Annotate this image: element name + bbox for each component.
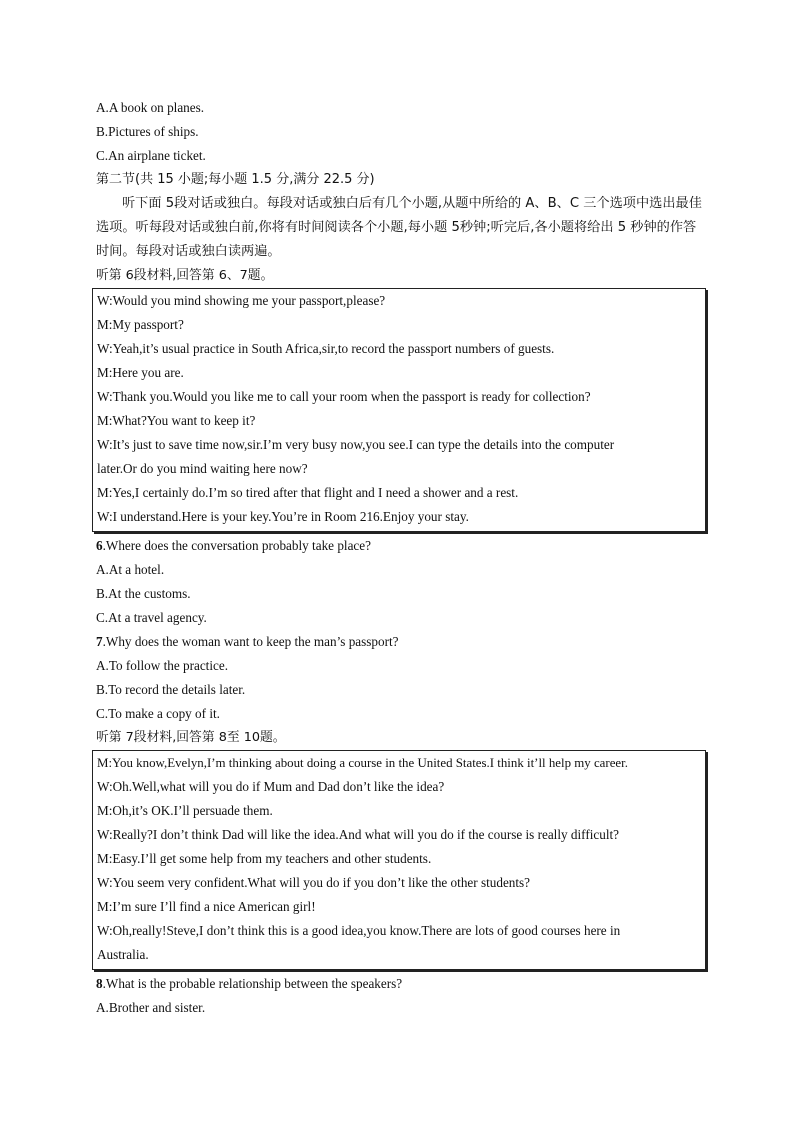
dialogue-line: W:It’s just to save time now,sir.I’m very busy now,you see.I can type the details into the computer (97, 437, 615, 452)
dialogue-line: M:Oh,it’s OK.I’ll persuade them. (97, 803, 273, 818)
dialogue-line: M:Yes,I certainly do.I’m so tired after that flight and I need a shower and a rest. (97, 485, 519, 500)
dialogue-line: M:What?You want to keep it? (97, 413, 256, 428)
section-title: 第二节(共 15 小题;每小题 1.5 分,满分 22.5 分) (96, 172, 375, 187)
dialogue-line: M:You know,Evelyn,I’m thinking about doing a course in the United States.I think it’ll help my career. (97, 756, 628, 770)
question-text: .Where does the conversation probably take place? (102, 538, 371, 553)
dialogue-line: later.Or do you mind waiting here now? (97, 461, 308, 476)
option-a: A.A book on planes. (96, 100, 205, 115)
q6-option-b: B.At the customs. (96, 586, 191, 601)
dialogue-line: M:Here you are. (97, 365, 184, 380)
question-number: 8 (96, 976, 103, 991)
dialogue-line: M:I’m sure I’ll find a nice American girl! (97, 899, 316, 914)
question-number: 7 (96, 634, 103, 649)
dialogue-line: W:I understand.Here is your key.You’re in Room 216.Enjoy your stay. (97, 509, 469, 524)
question-7 (96, 630, 708, 654)
question-text: .Why does the woman want to keep the man’s passport? (102, 634, 399, 649)
material-6-heading: 听第 6段材料,回答第 6、7题。 (96, 268, 274, 283)
document-page (96, 96, 708, 1020)
dialogue-line: M:My passport? (97, 317, 184, 332)
material-7-heading: 听第 7段材料,回答第 8至 10题。 (96, 730, 286, 745)
dialogue-line: W:Thank you.Would you like me to call your room when the passport is ready for collection? (97, 389, 591, 404)
dialogue-line: W:Really?I don’t think Dad will like the idea.And what will you do if the course is really difficult? (97, 827, 619, 842)
question-6 (96, 534, 708, 558)
dialogue-line: W:Yeah,it’s usual practice in South Africa,sir,to record the passport numbers of guests. (97, 341, 555, 356)
q8-option-a: A.Brother and sister. (96, 1000, 206, 1015)
option-c: C.An airplane ticket. (96, 148, 206, 163)
dialogue-line: M:Easy.I’ll get some help from my teachers and other students. (97, 851, 432, 866)
dialogue-line: Australia. (97, 947, 149, 962)
question-number: 6 (96, 538, 103, 553)
q7-option-a: A.To follow the practice. (96, 658, 229, 673)
dialogue-line: W:Would you mind showing me your passport,please? (97, 293, 386, 308)
dialogue-line: W:Oh,really!Steve,I don’t think this is a good idea,you know.There are lots of good courses here in (97, 923, 621, 938)
section-instructions: 听下面 5段对话或独白。每段对话或独白后有几个小题,从题中所给的 A、B、C 三个选项中选出最佳选项。听每段对话或独白前,你将有时间阅读各个小题,每小题 5秒钟;听完后,各小题将给出 5 秒钟的作答时间。每段对话或独白读两遍。 (96, 196, 702, 259)
q6-option-a: A.At a hotel. (96, 562, 165, 577)
dialogue-line: W:Oh.Well,what will you do if Mum and Dad don’t like the idea? (97, 779, 445, 794)
dialogue-line: W:You seem very confident.What will you do if you don’t like the other students? (97, 875, 531, 890)
material-6-transcript-box (92, 288, 706, 532)
question-8 (96, 972, 708, 996)
top-options (96, 96, 708, 168)
q7-option-c: C.To make a copy of it. (96, 706, 220, 721)
question-text: .What is the probable relationship between the speakers? (102, 976, 403, 991)
q6-option-c: C.At a travel agency. (96, 610, 207, 625)
option-b: B.Pictures of ships. (96, 124, 199, 139)
material-7-transcript-box (92, 750, 706, 970)
q7-option-b: B.To record the details later. (96, 682, 246, 697)
